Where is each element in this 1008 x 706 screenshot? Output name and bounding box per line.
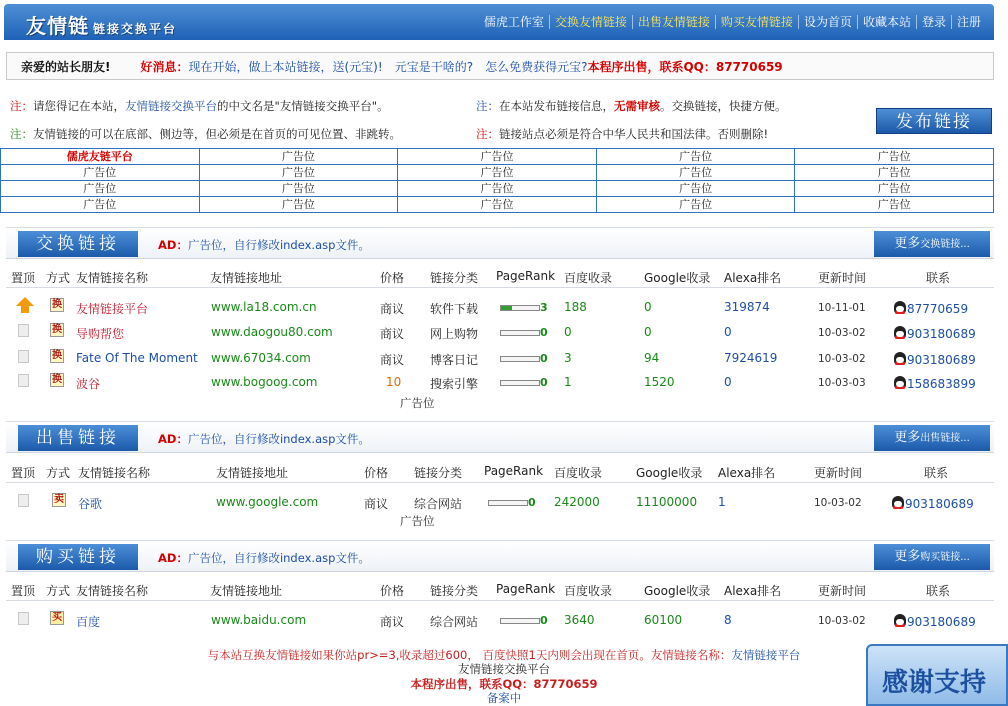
publish-link-button[interactable]: 发布链接 <box>876 108 992 134</box>
baidu-count: 0 <box>564 325 572 339</box>
nav-register[interactable]: 注册 <box>951 15 986 29</box>
note-1-site-link[interactable]: 友情链接交换平台 <box>125 99 217 113</box>
price: 10 <box>386 375 402 389</box>
ad-slot[interactable]: 广告位 <box>596 197 795 213</box>
sell-table-header <box>6 458 994 483</box>
link-name[interactable]: 友情链接平台 <box>76 302 149 316</box>
alexa-rank[interactable]: 319874 <box>724 300 770 314</box>
link-name[interactable]: 波谷 <box>76 377 101 391</box>
more-sub-label: 购买链接... <box>920 552 970 563</box>
nav-login[interactable]: 登录 <box>916 15 951 29</box>
baidu-count: 3 <box>564 351 572 365</box>
category: 搜索引擎 <box>430 377 479 391</box>
pagerank-bar <box>488 495 536 509</box>
note-3-prefix: 注： <box>476 99 499 113</box>
exchange-badge-icon: 换 <box>52 299 62 310</box>
baidu-count: 242000 <box>554 495 600 509</box>
pagerank-bar <box>500 325 548 339</box>
qq-icon <box>894 352 906 365</box>
sell-ad-slot[interactable]: 广告位 <box>400 514 435 528</box>
more-label: 更多 <box>894 549 921 564</box>
footer-sale-text: 本程序出售，联系QQ：87770659 <box>410 677 598 691</box>
pagerank-bar <box>500 613 548 627</box>
category: 综合网站 <box>430 615 479 629</box>
baidu-count: 188 <box>564 300 587 314</box>
nav-bookmark[interactable]: 收藏本站 <box>857 15 916 29</box>
alexa-rank[interactable]: 8 <box>724 613 732 627</box>
google-count: 1520 <box>644 375 675 389</box>
col-alexa: Alexa排名 <box>724 271 782 285</box>
site-logo[interactable] <box>26 10 177 39</box>
alexa-rank[interactable]: 0 <box>724 325 732 339</box>
footer-platform-link[interactable]: 友情链接平台 <box>731 648 801 662</box>
footer-icp-link[interactable]: 备案中 <box>486 691 522 705</box>
ad-slot[interactable]: 广告位 <box>398 165 597 181</box>
link-url[interactable]: www.bogoog.com <box>211 375 318 389</box>
nav-exchange-links[interactable]: 交换友情链接 <box>549 15 632 29</box>
link-url[interactable]: www.67034.com <box>211 351 311 365</box>
note-1-text-c: 的中文名是"友情链接交换平台"。 <box>217 99 389 113</box>
price: 商议 <box>380 615 405 629</box>
col-google: Google收录 <box>644 584 711 598</box>
more-label: 更多 <box>894 236 921 251</box>
thanks-support-banner[interactable] <box>866 644 1008 706</box>
footer-notice-text: 与本站互换友情链接如果你站pr>=3,收录超过600， 百度快照1天内则会出现在首页。友情链接名称： <box>207 648 732 662</box>
link-name[interactable]: 百度 <box>76 615 101 629</box>
exchange-section-header <box>6 227 994 259</box>
ad-grid <box>0 148 994 213</box>
col-top: 置顶 <box>11 271 36 285</box>
ad-text[interactable]: 广告位，自行修改index.asp文件。 <box>187 432 370 446</box>
ad-slot[interactable]: 广告位 <box>795 197 994 213</box>
update-date: 10-03-02 <box>814 497 862 509</box>
what-is-yuanbao-link[interactable]: 元宝是干啥的? <box>394 59 474 74</box>
pagerank-bar <box>500 351 548 365</box>
news-promo-link[interactable]: 现在开始，做上本站链接，送(元宝)! <box>188 59 383 74</box>
note-3-text-a: 在本站发布链接信息， <box>499 99 614 113</box>
note-1-prefix: 注： <box>10 99 33 113</box>
category: 综合网站 <box>414 497 463 511</box>
col-updated: 更新时间 <box>818 584 867 598</box>
news-label: 好消息： <box>140 59 189 74</box>
col-name: 友情链接名称 <box>78 466 151 480</box>
more-label: 更多 <box>894 430 921 445</box>
footer-site-name: 友情链接交换平台 <box>458 662 550 676</box>
col-name: 友情链接名称 <box>76 584 149 598</box>
ad-slot[interactable]: 广告位 <box>199 197 398 213</box>
pagerank-value: 0 <box>540 376 548 389</box>
ad-label: AD： <box>158 551 188 565</box>
col-category: 链接分类 <box>430 271 479 285</box>
exchange-ad-slot[interactable]: 广告位 <box>400 396 435 410</box>
qq-number: 158683899 <box>907 377 976 391</box>
table-row <box>6 369 994 394</box>
table-row <box>6 489 994 514</box>
nav-studio[interactable]: 儒虎工作室 <box>483 15 544 29</box>
link-name[interactable]: 谷歌 <box>78 497 103 511</box>
qq-icon <box>894 376 906 389</box>
site-header <box>4 4 994 40</box>
pagerank-bar <box>500 300 548 314</box>
qq-number: 903180689 <box>907 353 976 367</box>
google-count: 11100000 <box>636 495 698 509</box>
ad-label: AD： <box>158 238 188 252</box>
note-3-no-review: 无需审核 <box>614 99 660 113</box>
alexa-rank[interactable]: 0 <box>724 375 732 389</box>
link-name[interactable]: 导购帮您 <box>76 327 125 341</box>
col-type: 方式 <box>46 584 71 598</box>
google-count: 0 <box>644 325 652 339</box>
qq-icon <box>892 496 904 509</box>
sell-section-title[interactable]: 出售链接 <box>18 425 138 451</box>
note-4 <box>476 126 768 142</box>
pagerank-value: 0 <box>540 614 548 627</box>
qq-contact[interactable] <box>894 375 976 391</box>
top-navigation <box>479 15 986 29</box>
price: 商议 <box>380 353 405 367</box>
buy-section-header <box>6 540 994 572</box>
ad-slot[interactable]: 广告位 <box>199 149 398 165</box>
col-name: 友情链接名称 <box>76 271 149 285</box>
note-2 <box>10 126 401 142</box>
update-date: 10-03-03 <box>818 377 866 389</box>
note-1 <box>10 98 389 114</box>
sell-badge-icon: 卖 <box>54 494 64 505</box>
document-icon <box>18 494 29 510</box>
more-sub-label: 出售链接... <box>920 433 970 444</box>
pagerank-value: 0 <box>540 352 548 365</box>
col-url: 友情链接地址 <box>210 271 283 285</box>
exchange-section-ad <box>158 237 370 253</box>
table-row <box>6 319 994 344</box>
logo-sub-text: 链接交换平台 <box>93 22 178 36</box>
document-icon <box>18 374 29 390</box>
baidu-count: 3640 <box>564 613 595 627</box>
update-date: 10-03-02 <box>818 327 866 339</box>
col-category: 链接分类 <box>414 466 463 480</box>
document-icon <box>18 612 29 628</box>
table-row <box>6 345 994 370</box>
note-4-prefix: 注： <box>476 127 499 141</box>
price: 商议 <box>380 302 405 316</box>
price: 商议 <box>364 497 389 511</box>
col-pagerank: PageRank <box>496 269 556 283</box>
exchange-more-button[interactable] <box>874 231 990 257</box>
nav-set-homepage[interactable]: 设为首页 <box>798 15 857 29</box>
qq-contact[interactable] <box>894 300 968 316</box>
update-date: 10-03-02 <box>818 615 866 627</box>
col-baidu: 百度收录 <box>554 466 603 480</box>
exchange-badge-icon: 换 <box>52 324 62 335</box>
qq-contact[interactable] <box>894 613 976 629</box>
col-alexa: Alexa排名 <box>718 466 776 480</box>
ad-slot[interactable]: 广告位 <box>795 149 994 165</box>
buy-section-title[interactable]: 购买链接 <box>18 544 138 570</box>
price: 商议 <box>380 327 405 341</box>
col-pagerank: PageRank <box>484 464 544 478</box>
col-updated: 更新时间 <box>818 271 867 285</box>
program-sale-text: 本程序出售，联系QQ：87770659 <box>587 59 783 74</box>
link-url[interactable]: www.baidu.com <box>211 613 307 627</box>
exchange-section-title[interactable]: 交换链接 <box>18 231 138 257</box>
col-url: 友情链接地址 <box>216 466 289 480</box>
ad-slot[interactable]: 广告位 <box>398 197 597 213</box>
buy-more-button[interactable] <box>874 544 990 570</box>
col-google: Google收录 <box>636 466 703 480</box>
pagerank-value: 3 <box>540 301 548 314</box>
link-url[interactable]: www.la18.com.cn <box>211 300 317 314</box>
link-name[interactable]: Fate Of The Moment <box>76 351 198 365</box>
note-3-text-c: 。交换链接，快捷方便。 <box>660 99 787 113</box>
qq-contact[interactable] <box>892 495 974 511</box>
category: 博客日记 <box>430 353 479 367</box>
category: 软件下载 <box>430 302 479 316</box>
sell-more-button[interactable] <box>874 425 990 451</box>
note-3 <box>476 98 787 114</box>
col-contact: 联系 <box>926 584 951 598</box>
link-url[interactable]: www.google.com <box>216 495 319 509</box>
qq-icon <box>894 301 906 314</box>
link-url[interactable]: www.daogou80.com <box>211 325 333 339</box>
col-updated: 更新时间 <box>814 466 863 480</box>
ad-slot[interactable]: 广告位 <box>1 181 200 197</box>
ad-slot[interactable]: 广告位 <box>1 197 200 213</box>
ad-slot[interactable]: 广告位 <box>596 149 795 165</box>
col-price: 价格 <box>380 271 405 285</box>
buy-table-header <box>6 576 994 601</box>
document-icon <box>18 324 29 340</box>
ad-text[interactable]: 广告位，自行修改index.asp文件。 <box>187 238 370 252</box>
ad-slot[interactable]: 广告位 <box>795 181 994 197</box>
col-contact: 联系 <box>926 271 951 285</box>
col-category: 链接分类 <box>430 584 479 598</box>
col-type: 方式 <box>46 271 71 285</box>
more-sub-label: 交换链接... <box>920 239 970 250</box>
ad-label: AD： <box>158 432 188 446</box>
pin-top-icon <box>16 297 34 311</box>
news-bar <box>6 52 994 80</box>
ad-slot[interactable]: 广告位 <box>199 181 398 197</box>
update-date: 10-03-02 <box>818 353 866 365</box>
qq-number: 903180689 <box>905 497 974 511</box>
qq-icon <box>894 326 906 339</box>
pagerank-value: 0 <box>528 496 536 509</box>
col-top: 置顶 <box>11 584 36 598</box>
ad-slot[interactable]: 广告位 <box>596 165 795 181</box>
thanks-text: 感谢支持 <box>882 668 987 698</box>
pagerank-value: 0 <box>540 326 548 339</box>
alexa-rank[interactable]: 1 <box>718 495 726 509</box>
qq-icon <box>894 614 906 627</box>
note-1-text-a: 请您得记在本站， <box>33 99 125 113</box>
buy-badge-icon: 买 <box>52 612 62 623</box>
qq-contact[interactable] <box>894 325 976 341</box>
exchange-badge-icon: 换 <box>52 374 62 385</box>
ad-text[interactable]: 广告位，自行修改index.asp文件。 <box>187 551 370 565</box>
alexa-rank[interactable]: 7924619 <box>724 351 778 365</box>
col-type: 方式 <box>46 466 71 480</box>
col-price: 价格 <box>364 466 389 480</box>
col-pagerank: PageRank <box>496 582 556 596</box>
ad-slot[interactable]: 广告位 <box>398 181 597 197</box>
exchange-table-header <box>6 263 994 288</box>
category: 网上购物 <box>430 327 479 341</box>
ad-slot[interactable]: 广告位 <box>398 149 597 165</box>
qq-contact[interactable] <box>894 351 976 367</box>
table-row <box>6 607 994 632</box>
nav-buy-links[interactable]: 购买友情链接 <box>715 15 798 29</box>
col-baidu: 百度收录 <box>564 271 613 285</box>
exchange-badge-icon: 换 <box>52 350 62 361</box>
google-count: 0 <box>644 300 652 314</box>
note-2-text: 友情链接的可以在底部、侧边等，但必须是在首页的可见位置、非跳转。 <box>33 127 401 141</box>
ad-slot[interactable]: 广告位 <box>1 165 200 181</box>
document-icon <box>18 350 29 366</box>
qq-number: 87770659 <box>907 302 969 316</box>
sell-section-ad <box>158 431 370 447</box>
buy-section-ad <box>158 550 370 566</box>
col-url: 友情链接地址 <box>210 584 283 598</box>
note-4-text: 链接站点必须是符合中华人民共和国法律。否则删除! <box>499 127 769 141</box>
baidu-count: 1 <box>564 375 572 389</box>
google-count: 94 <box>644 351 660 365</box>
ad-slot[interactable]: 广告位 <box>199 165 398 181</box>
col-google: Google收录 <box>644 271 711 285</box>
ad-slot[interactable]: 广告位 <box>596 181 795 197</box>
col-contact: 联系 <box>924 466 949 480</box>
ad-slot[interactable]: 儒虎友链平台 <box>1 149 200 165</box>
qq-number: 903180689 <box>907 327 976 341</box>
table-row <box>6 294 994 319</box>
sell-section-header <box>6 421 994 453</box>
update-date: 10-11-01 <box>818 302 866 314</box>
google-count: 60100 <box>644 613 683 627</box>
pagerank-bar <box>500 375 548 389</box>
greeting-text: 亲爱的站长朋友! <box>21 59 111 74</box>
logo-main-text: 友情链 <box>26 14 89 38</box>
free-yuanbao-link[interactable]: 怎么免费获得元宝? <box>485 59 588 74</box>
col-alexa: Alexa排名 <box>724 584 782 598</box>
ad-slot[interactable]: 广告位 <box>795 165 994 181</box>
col-baidu: 百度收录 <box>564 584 613 598</box>
nav-sell-links[interactable]: 出售友情链接 <box>632 15 715 29</box>
col-price: 价格 <box>380 584 405 598</box>
qq-number: 903180689 <box>907 615 976 629</box>
note-2-prefix: 注： <box>10 127 33 141</box>
col-top: 置顶 <box>11 466 36 480</box>
